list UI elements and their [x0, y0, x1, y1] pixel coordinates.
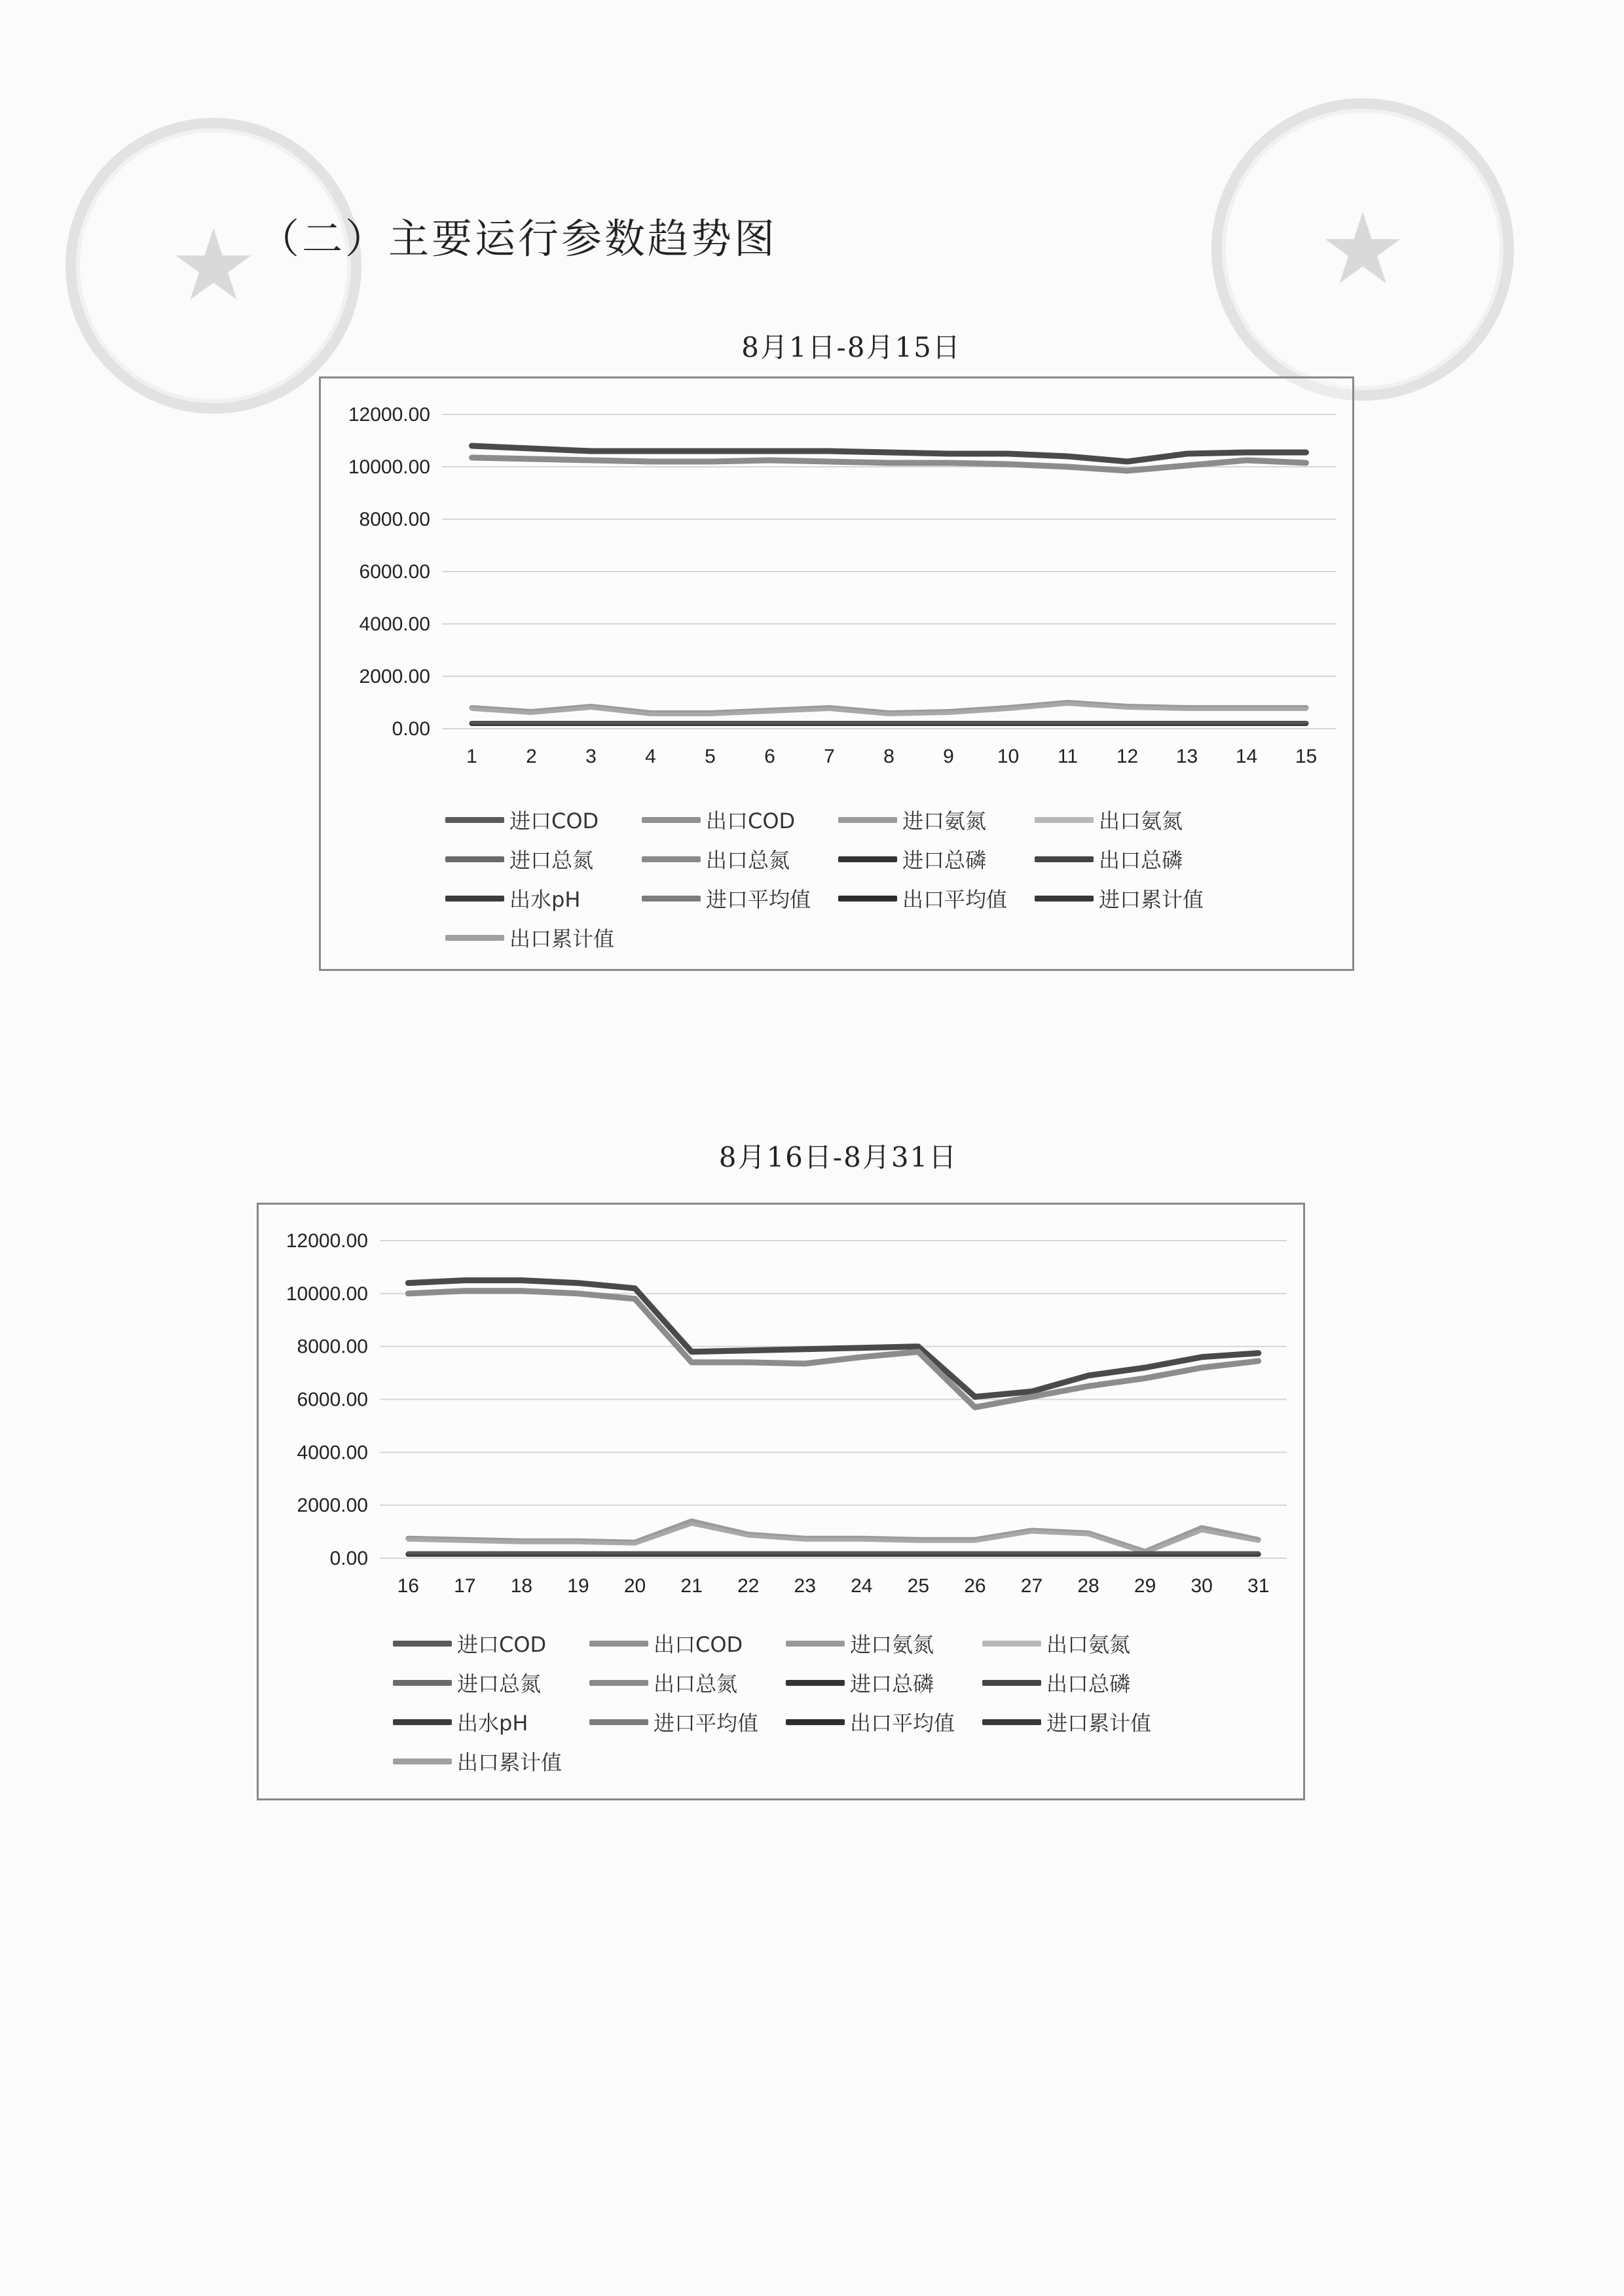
legend-label: 进口总氮	[509, 848, 594, 873]
legend-swatch	[642, 896, 701, 902]
legend-item	[982, 1704, 1179, 1740]
x-tick-label: 10	[997, 746, 1020, 767]
legend-label: 进口氨氮	[850, 1632, 934, 1657]
official-seal-left: ★	[65, 118, 361, 414]
x-tick-label: 15	[1295, 746, 1318, 767]
y-tick-label: 2000.00	[297, 1495, 368, 1517]
legend-item	[445, 881, 642, 916]
legend-label: 出口累计值	[509, 926, 615, 951]
x-tick-label: 13	[1175, 746, 1198, 767]
y-tick-label: 8000.00	[359, 509, 430, 530]
legend-item	[982, 1626, 1179, 1661]
legend-label: 出口总磷	[1046, 1671, 1131, 1696]
legend-item	[838, 841, 1035, 877]
legend-label: 进口总磷	[850, 1671, 934, 1696]
x-tick-label: 28	[1077, 1575, 1099, 1597]
x-tick-label: 5	[705, 746, 716, 767]
legend-label: 进口COD	[509, 809, 599, 833]
x-tick-label: 17	[454, 1575, 476, 1597]
section-title: （二）主要运行参数趋势图	[259, 215, 778, 263]
x-tick-label: 24	[851, 1575, 873, 1597]
x-tick-label: 1	[466, 746, 477, 767]
y-tick-label: 6000.00	[297, 1389, 368, 1411]
x-tick-label: 9	[943, 746, 954, 767]
legend-item	[393, 1626, 589, 1661]
legend-swatch	[642, 817, 701, 823]
legend-item	[642, 881, 838, 916]
legend-item	[589, 1626, 786, 1661]
y-tick-label: 0.00	[329, 1548, 368, 1569]
legend-label: 出口平均值	[850, 1711, 955, 1736]
legend-swatch	[642, 856, 701, 862]
x-tick-label: 4	[645, 746, 656, 767]
legend-item	[642, 841, 838, 877]
legend-swatch	[1035, 856, 1094, 862]
x-tick-label: 23	[794, 1575, 816, 1597]
legend-item	[1035, 881, 1231, 916]
x-tick-label: 14	[1235, 746, 1258, 767]
y-tick-label: 6000.00	[359, 561, 430, 583]
x-tick-label: 3	[585, 746, 597, 767]
chart-1-legend	[445, 802, 1231, 955]
legend-swatch	[1035, 817, 1094, 823]
series-line	[408, 1524, 1258, 1553]
legend-label: 出口总氮	[706, 848, 790, 873]
legend-label: 出口总氮	[654, 1671, 738, 1696]
legend-item	[445, 802, 642, 837]
x-tick-label: 7	[824, 746, 835, 767]
legend-item	[1035, 841, 1231, 877]
legend-swatch	[589, 1680, 648, 1686]
legend-label: 进口COD	[457, 1632, 547, 1657]
x-tick-label: 11	[1057, 746, 1079, 767]
legend-swatch	[393, 1719, 452, 1725]
legend-swatch	[786, 1719, 845, 1725]
legend-swatch	[982, 1680, 1041, 1686]
y-tick-label: 0.00	[392, 718, 430, 740]
x-tick-label: 27	[1020, 1575, 1043, 1597]
chart-2-title: 8月16日-8月31日	[718, 1141, 958, 1173]
x-tick-label: 22	[737, 1575, 760, 1597]
x-tick-label: 2	[526, 746, 537, 767]
legend-label: 出口COD	[654, 1632, 743, 1657]
legend-swatch	[786, 1680, 845, 1686]
legend-label: 进口平均值	[706, 887, 811, 912]
legend-label: 进口总磷	[902, 848, 987, 873]
legend-swatch	[393, 1758, 452, 1764]
legend-swatch	[786, 1641, 845, 1647]
x-tick-label: 31	[1247, 1575, 1270, 1597]
x-tick-label: 26	[964, 1575, 986, 1597]
official-seal-right: ★	[1211, 98, 1514, 401]
legend-item	[838, 802, 1035, 837]
legend-swatch	[393, 1641, 452, 1647]
x-tick-label: 18	[510, 1575, 533, 1597]
legend-label: 进口平均值	[654, 1711, 759, 1736]
legend-item	[982, 1665, 1179, 1700]
legend-swatch	[838, 856, 897, 862]
x-tick-label: 6	[764, 746, 775, 767]
legend-item	[642, 802, 838, 837]
y-tick-label: 2000.00	[359, 666, 430, 687]
legend-label: 出口累计值	[457, 1750, 563, 1775]
legend-swatch	[982, 1641, 1041, 1647]
legend-label: 出口氨氮	[1099, 809, 1183, 833]
legend-label: 进口总氮	[457, 1671, 542, 1696]
legend-swatch	[838, 817, 897, 823]
legend-label: 出口氨氮	[1046, 1632, 1131, 1657]
chart-2-legend	[393, 1626, 1179, 1779]
y-tick-label: 4000.00	[297, 1442, 368, 1464]
y-tick-label: 10000.00	[286, 1283, 368, 1305]
legend-item	[393, 1743, 589, 1779]
legend-label: 出口总磷	[1099, 848, 1183, 873]
x-tick-label: 21	[680, 1575, 703, 1597]
x-tick-label: 12	[1116, 746, 1139, 767]
legend-swatch	[589, 1719, 648, 1725]
legend-swatch	[445, 817, 504, 823]
legend-item	[786, 1704, 982, 1740]
x-tick-label: 19	[567, 1575, 589, 1597]
legend-label: 出水pH	[509, 887, 581, 912]
y-tick-label: 10000.00	[348, 456, 430, 478]
y-tick-label: 4000.00	[359, 613, 430, 635]
y-tick-label: 12000.00	[286, 1230, 368, 1252]
x-tick-label: 25	[907, 1575, 930, 1597]
legend-item	[589, 1704, 786, 1740]
legend-label: 进口氨氮	[902, 809, 987, 833]
legend-label: 出口平均值	[902, 887, 1008, 912]
x-tick-label: 20	[623, 1575, 646, 1597]
legend-item	[589, 1665, 786, 1700]
legend-item	[1035, 802, 1231, 837]
series-line	[472, 458, 1306, 471]
legend-label: 出口COD	[706, 809, 796, 833]
x-tick-label: 30	[1190, 1575, 1213, 1597]
legend-item	[445, 841, 642, 877]
legend-swatch	[393, 1680, 452, 1686]
y-tick-label: 12000.00	[348, 404, 430, 426]
legend-swatch	[982, 1719, 1041, 1725]
legend-swatch	[589, 1641, 648, 1647]
legend-swatch	[1035, 896, 1094, 902]
legend-item	[838, 881, 1035, 916]
legend-label: 出水pH	[457, 1711, 528, 1736]
x-tick-label: 29	[1134, 1575, 1156, 1597]
chart-1-title: 8月1日-8月15日	[741, 331, 961, 363]
legend-swatch	[445, 856, 504, 862]
legend-item	[393, 1704, 589, 1740]
y-tick-label: 8000.00	[297, 1336, 368, 1358]
legend-swatch	[838, 896, 897, 902]
legend-item	[786, 1626, 982, 1661]
legend-swatch	[445, 935, 504, 941]
legend-swatch	[445, 896, 504, 902]
x-tick-label: 8	[883, 746, 895, 767]
legend-label: 进口累计值	[1099, 887, 1204, 912]
x-tick-label: 16	[397, 1575, 419, 1597]
legend-label: 进口累计值	[1046, 1711, 1152, 1736]
legend-item	[786, 1665, 982, 1700]
legend-item	[393, 1665, 589, 1700]
legend-item	[445, 920, 642, 955]
